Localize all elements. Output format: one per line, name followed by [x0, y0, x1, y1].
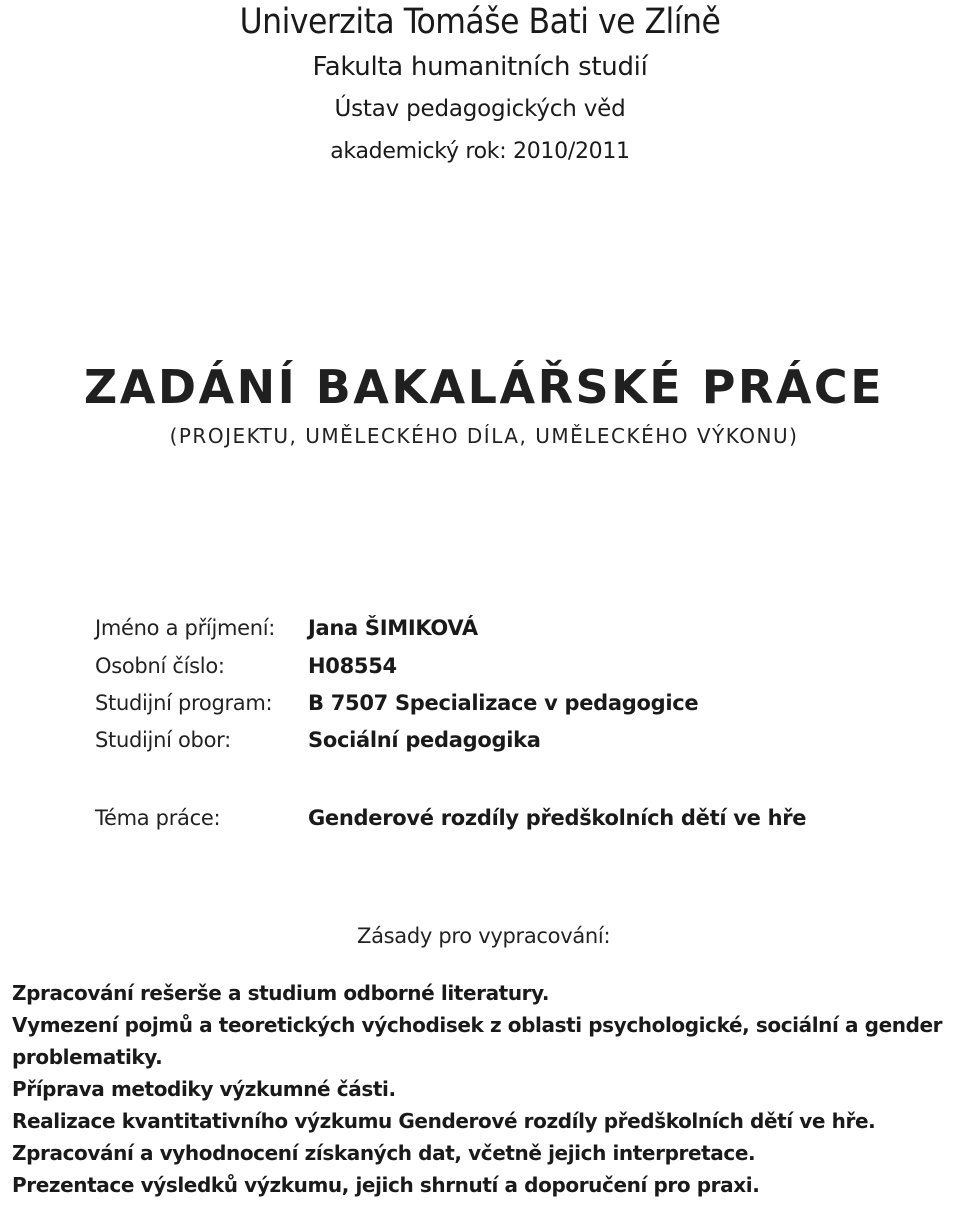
study-field-label: Studijní obor:	[95, 728, 231, 752]
study-program-value: B 7507 Specializace v pedagogice	[308, 691, 699, 715]
document-title: ZADÁNÍ BAKALÁŘSKÉ PRÁCE	[83, 360, 885, 414]
university-name: Univerzita Tomáše Bati ve Zlíně	[239, 2, 721, 42]
study-program-label: Studijní program:	[95, 691, 273, 715]
student-name-label: Jméno a příjmení:	[95, 616, 276, 640]
document-subtitle: (PROJEKTU, UMĚLECKÉHO DÍLA, UMĚLECKÉHO VÝKONU)	[169, 424, 799, 448]
study-field-value: Sociální pedagogika	[308, 728, 541, 752]
student-name-value: Jana ŠIMIKOVÁ	[308, 616, 478, 640]
academic-year: akademický rok: 2010/2011	[330, 139, 630, 164]
guidelines-heading: Zásady pro vypracování:	[357, 924, 611, 948]
thesis-topic-label: Téma práce:	[95, 806, 221, 830]
guideline-item: Zpracování a vyhodnocení získaných dat, včetně jejich interpretace.	[12, 1141, 756, 1165]
student-number-value: H08554	[308, 654, 397, 678]
guideline-item: Prezentace výsledků výzkumu, jejich shrnutí a doporučení pro praxi.	[12, 1173, 760, 1197]
guideline-item: Realizace kvantitativního výzkumu Genderové rozdíly předškolních dětí ve hře.	[12, 1109, 876, 1133]
thesis-topic-value: Genderové rozdíly předškolních dětí ve hře	[308, 806, 807, 830]
guideline-item: Vymezení pojmů a teoretických východisek z oblasti psychologické, sociální a gender problematiky.	[12, 1013, 943, 1069]
guideline-item: Příprava metodiky výzkumné části.	[12, 1077, 396, 1101]
faculty-name: Fakulta humanitních studií	[312, 52, 648, 82]
guidelines-list	[12, 977, 952, 1201]
institute-name: Ústav pedagogických věd	[334, 96, 626, 122]
guideline-item: Zpracování rešerše a studium odborné literatury.	[12, 981, 550, 1005]
student-number-label: Osobní číslo:	[95, 654, 225, 678]
